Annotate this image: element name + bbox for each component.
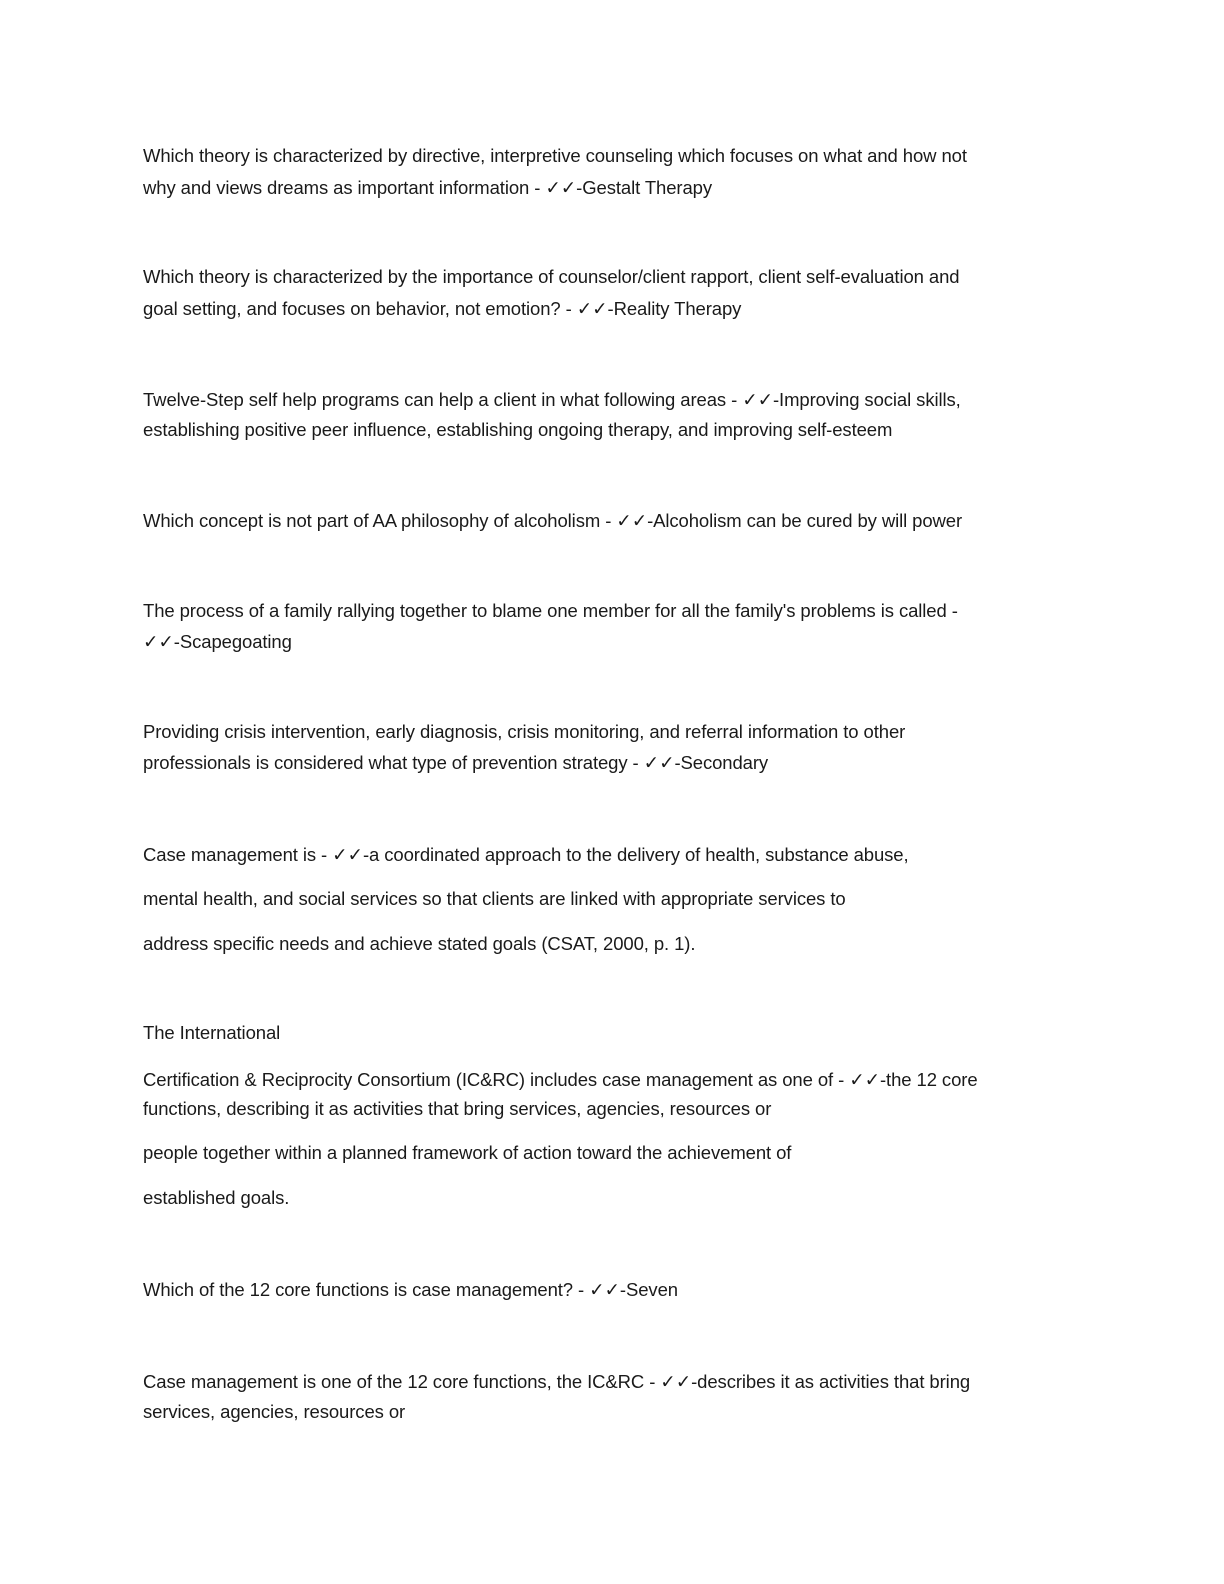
text-line: Case management is - ✓✓-a coordinated approach to the delivery of health, substance abuse,	[143, 844, 909, 865]
text-line: The process of a family rallying together to blame one member for all the family's problems is called -	[143, 600, 958, 621]
text-line: establishing positive peer influence, establishing ongoing therapy, and improving self-esteem	[143, 419, 893, 440]
text-line: Which concept is not part of AA philosophy of alcoholism - ✓✓-Alcoholism can be cured by will power	[143, 510, 963, 531]
text-line: functions, describing it as activities that bring services, agencies, resources or	[143, 1098, 772, 1119]
text-line: Which of the 12 core functions is case management? - ✓✓-Seven	[143, 1279, 678, 1300]
text-line: Providing crisis intervention, early diagnosis, crisis monitoring, and referral information to other	[143, 721, 906, 742]
text-line: Certification & Reciprocity Consortium (IC&RC) includes case management as one of - ✓✓-the 12 core	[143, 1069, 978, 1090]
text-line: established goals.	[143, 1187, 290, 1208]
text-line: professionals is considered what type of prevention strategy - ✓✓-Secondary	[143, 752, 769, 773]
text-line: Which theory is characterized by directive, interpretive counseling which focuses on what and how not	[143, 145, 967, 166]
text-line: why and views dreams as important information - ✓✓-Gestalt Therapy	[143, 177, 713, 198]
text-line: Case management is one of the 12 core functions, the IC&RC - ✓✓-describes it as activities that bring	[143, 1371, 971, 1392]
text-line: The International	[143, 1022, 281, 1043]
text-line: ✓✓-Scapegoating	[143, 631, 292, 652]
text-line: people together within a planned framework of action toward the achievement of	[143, 1142, 792, 1163]
text-line: mental health, and social services so that clients are linked with appropriate services to	[143, 888, 846, 909]
text-line: goal setting, and focuses on behavior, not emotion? - ✓✓-Reality Therapy	[143, 298, 742, 319]
text-line: Twelve-Step self help programs can help a client in what following areas - ✓✓-Improving social skills,	[143, 389, 961, 410]
text-line: address specific needs and achieve stated goals (CSAT, 2000, p. 1).	[143, 933, 696, 954]
text-line: Which theory is characterized by the importance of counselor/client rapport, client self-evaluation and	[143, 266, 960, 287]
text-line: services, agencies, resources or	[143, 1401, 406, 1422]
